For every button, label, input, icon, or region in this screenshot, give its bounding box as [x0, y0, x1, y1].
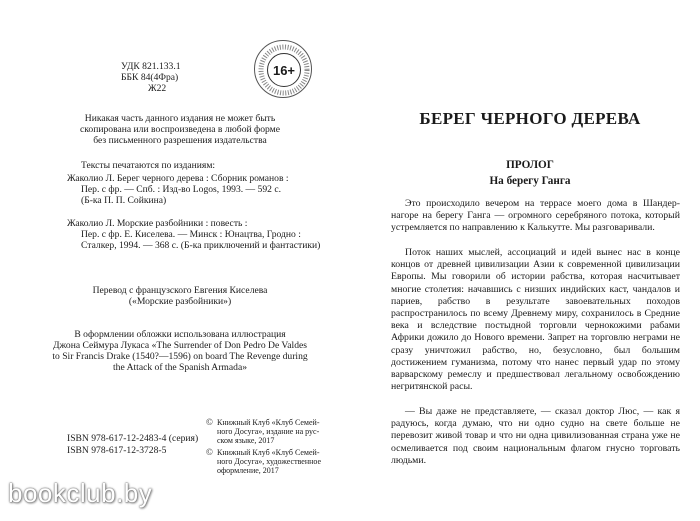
source-1-line-3: (Б-ка П. П. Сойкина) — [81, 195, 167, 206]
sources-heading: Тексты печатаются по изданиям: — [81, 160, 216, 171]
paragraph-1: Это происходило вечером на террасе моего дома в Шандер-нагоре на берегу Ганга — огромного серебряного потока, который устремляется по направлению к Калькутте. Мы разговаривали. — [391, 198, 680, 234]
rights-notice-line-3: без письменного разрешения издательства — [93, 135, 267, 146]
chapter-title: На берегу Ганга — [489, 175, 571, 187]
copyright-sign-2: © — [206, 447, 213, 457]
right-page — [350, 0, 700, 521]
isbn-series: ISBN 978-617-12-2483-4 (серия) — [67, 433, 199, 444]
copyright-1-line-2: ного Досуга», издание на рус- — [217, 427, 320, 436]
bbk-code: ББК 84(4Фра) — [121, 72, 179, 83]
copyright-1-line-1: Книжный Клуб «Клуб Семей- — [217, 418, 320, 427]
source-2-line-3: Сталкер, 1994. — 368 с. (Б-ка приключений и фантастики) — [81, 240, 321, 251]
age-rating-badge: 16+ — [267, 53, 301, 87]
source-1-line-2: Пер. с фр. — Спб. : Изд-во Logos, 1993. — 592 с. — [81, 184, 281, 195]
source-1-line-1: Жаколио Л. Берег черного дерева : Сборник романов : — [67, 173, 289, 184]
translation-line-1: Перевод с французского Евгения Киселева — [92, 285, 268, 296]
isbn-book: ISBN 978-617-12-3728-5 — [67, 445, 167, 456]
paragraph-3: — Вы даже не представляете, — сказал доктор Люс, — как я радуюсь, когда думаю, что ни одно судно на свете больше не перевозит живой товар и что ни одна цивилизованная страна уже не осмеливается под своим национальным флагом гнусно торговать людьми. — [391, 406, 680, 466]
cover-note-line-3: to Sir Francis Drake (1540?—1596) on board The Revenge during — [52, 351, 308, 362]
copyright-2-line-2: ного Досуга», художественное — [217, 457, 322, 466]
prologue-heading: ПРОЛОГ — [506, 159, 554, 171]
copyright-sign-1: © — [206, 417, 213, 427]
author-code: Ж22 — [148, 83, 167, 94]
copyright-2-line-3: оформление, 2017 — [217, 466, 279, 475]
copyright-2-line-1: Книжный Клуб «Клуб Семей- — [217, 448, 320, 457]
paragraph-2: Поток наших мыслей, ассоциаций и идей вынес нас в конце концов от древней цивилизации Азии к современной цивилизации Европы. Мы говорили об истории рабства, которая насчитывает многие столетия: начавшись с низших индийских каст, чандалов и париев, рабство в результате завоевательных походов распространилось по всему Древнему миру, сохранилось в Средние века и вследствие постыдной торговли чернокожими рабами Африки дожило до Нового времени. Запрет на торговлю неграми не сразу уничтожил рабство, но, безусловно, был большим достижением гуманизма, потому что нанес первый удар по этому варварскому ремеслу и предшествовал легальному освобождению негритянской расы. — [391, 247, 680, 393]
age-rating-seal — [254, 40, 312, 98]
udk-code: УДК 821.133.1 — [121, 61, 181, 72]
rights-notice-line-2: скопирована или воспроизведена в любой форме — [79, 124, 281, 135]
cover-note-line-1: В оформлении обложки использована иллюстрация — [74, 329, 286, 340]
cover-note-line-2: Джона Сеймура Лукаса «The Surrender of Don Pedro De Valdes — [52, 340, 308, 351]
translation-line-2: («Морские разбойники») — [128, 296, 232, 307]
rights-notice-line-1: Никакая часть данного издания не может быть — [84, 113, 276, 124]
source-2-line-1: Жаколио Л. Морские разбойники : повесть : — [67, 218, 248, 229]
site-watermark: bookclub.by — [8, 478, 153, 508]
book-title: БЕРЕГ ЧЕРНОГО ДЕРЕВА — [419, 109, 641, 128]
copyright-1-line-3: ском языке, 2017 — [217, 436, 275, 445]
cover-note-line-4: the Attack of the Spanish Armada» — [112, 362, 248, 373]
source-2-line-2: Пер. с фр. Е. Киселева. — Минск : Юнацтва, Гродно : — [81, 229, 301, 240]
